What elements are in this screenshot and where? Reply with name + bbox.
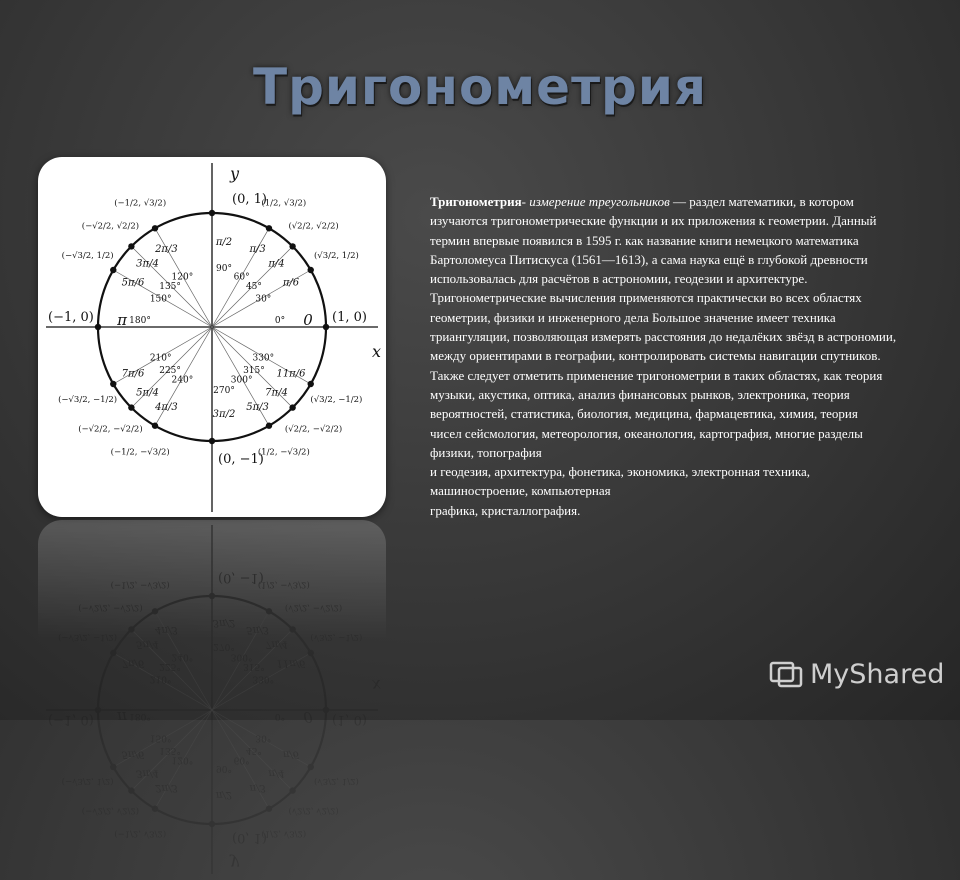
applications-line-1: чисел сейсмология, метеорология, океанология, картография, многие разделы физики, топография — [430, 425, 863, 460]
angle-point — [128, 787, 134, 793]
degree-label: 270° — [213, 386, 235, 396]
y-axis-label: y — [230, 854, 240, 873]
angle-point — [128, 404, 134, 410]
radian-label: 7π/4 — [265, 387, 288, 399]
degree-label: 300° — [230, 375, 253, 386]
myshared-logo-icon — [770, 660, 804, 688]
angle-point — [289, 243, 295, 249]
radian-label: 0 — [303, 311, 313, 329]
coordinate-label: (−√2/2, √2/2) — [81, 221, 140, 232]
angle-point — [266, 608, 272, 614]
coordinate-label: (√3/2, 1/2) — [313, 775, 359, 786]
degree-label: 90° — [216, 763, 232, 773]
radian-label: 5π/3 — [246, 624, 269, 636]
radian-label: π/6 — [282, 748, 300, 760]
degree-label: 45° — [245, 744, 262, 755]
degree-label: 315° — [243, 661, 265, 672]
degree-label: 210° — [149, 353, 172, 364]
radian-label: 5π/4 — [136, 387, 159, 399]
radian-label: 7π/6 — [121, 657, 145, 669]
degree-label: 0° — [274, 316, 286, 326]
diagram-reflection — [38, 520, 386, 873]
degree-label: 30° — [255, 732, 272, 743]
degree-label: 150° — [149, 732, 172, 743]
angle-point — [266, 225, 272, 231]
degree-label: 300° — [230, 651, 253, 662]
coordinate-label: (−√2/2, −√2/2) — [78, 602, 143, 613]
radian-label: 3π/4 — [136, 767, 159, 779]
coordinate-label: (√3/2, −1/2) — [310, 394, 363, 405]
degree-label: 135° — [159, 744, 181, 755]
paragraph-applications: Тригонометрические вычисления применяются практически во всех областях геометрии, физики и инженерного дела Большое значение имеет техника триангуляции, позволяющая измерять расстояния до недалёких звёзд в астрономии, между ориентирами в географии, контролировать системы навигации спутников. Также следует отметить применение тригонометрии в таких областях, как теория музыки, акустика, оптика, анализ финансовых рынков, электроника, теория вероятностей, статистика, биология, медицина, фармацевтика, химия, теория — [430, 290, 897, 422]
degree-label: 30° — [255, 294, 272, 305]
degree-label: 90° — [216, 264, 232, 274]
angle-point — [308, 764, 314, 770]
angle-point — [110, 267, 116, 273]
degree-label: 45° — [245, 282, 262, 293]
coordinate-label: (−√2/2, −√2/2) — [78, 424, 143, 435]
angle-point — [323, 324, 329, 330]
radian-label: π/2 — [215, 237, 233, 248]
angle-point — [110, 650, 116, 656]
radian-label: 5π/3 — [246, 401, 269, 413]
angle-point — [308, 381, 314, 387]
angle-point — [95, 707, 101, 713]
radian-label: π/2 — [215, 789, 233, 800]
coordinate-label: (1/2, √3/2) — [261, 198, 307, 209]
degree-label: 135° — [159, 282, 181, 293]
point-left: (−1, 0) — [48, 310, 94, 325]
coordinate-label: (−1/2, −√3/2) — [110, 579, 170, 590]
point-left: (−1, 0) — [48, 712, 94, 727]
coordinate-label: (−1/2, √3/2) — [114, 828, 167, 839]
term-word: Тригонометрия — [430, 194, 522, 209]
angle-point — [95, 324, 101, 330]
radian-label: π/4 — [268, 767, 285, 779]
point-top: (0, 1) — [232, 192, 267, 207]
point-bottom: (0, −1) — [218, 570, 264, 585]
coordinate-label: (√3/2, −1/2) — [310, 632, 363, 643]
coordinate-label: (−√3/2, −1/2) — [58, 632, 118, 643]
degree-label: 60° — [233, 754, 250, 765]
point-top: (0, 1) — [232, 830, 267, 845]
angle-point — [266, 423, 272, 429]
radian-label: 2π/3 — [155, 781, 178, 793]
radian-label: π/3 — [249, 244, 266, 256]
radian-label: 5π/4 — [136, 638, 159, 650]
angle-point — [209, 210, 215, 216]
coordinate-label: (√2/2, √2/2) — [288, 221, 339, 232]
degree-label: 330° — [252, 673, 275, 684]
coordinate-label: (−√3/2, −1/2) — [58, 394, 118, 405]
radian-label: π/3 — [249, 781, 266, 793]
degree-label: 150° — [149, 294, 172, 305]
radian-label: 7π/6 — [121, 368, 145, 380]
radian-label: 5π/6 — [121, 277, 145, 289]
angle-point — [289, 626, 295, 632]
angle-point — [209, 593, 215, 599]
term-dash: - — [521, 194, 530, 209]
angle-point — [209, 438, 215, 444]
y-axis-label: y — [230, 164, 240, 183]
coordinate-label: (√2/2, −√2/2) — [284, 602, 343, 613]
radian-label: 3π/4 — [136, 258, 159, 270]
coordinate-label: (1/2, −√3/2) — [257, 447, 310, 458]
degree-label: 330° — [252, 353, 275, 364]
angle-point — [152, 806, 158, 812]
angle-point — [152, 608, 158, 614]
coordinate-label: (−√2/2, √2/2) — [81, 805, 140, 816]
applications-line-3: графика, кристаллография. — [430, 502, 581, 518]
radian-label: 5π/6 — [121, 748, 145, 760]
degree-label: 0° — [274, 711, 286, 721]
coordinate-label: (√2/2, −√2/2) — [284, 424, 343, 435]
degree-label: 270° — [213, 641, 235, 651]
angle-point — [209, 821, 215, 827]
point-right: (1, 0) — [332, 712, 367, 727]
radian-label: 2π/3 — [155, 244, 178, 256]
term-gloss: измерение треугольников — [529, 194, 670, 209]
radian-label: 3π/2 — [212, 409, 236, 420]
angle-point — [289, 787, 295, 793]
unit-circle-svg — [38, 157, 386, 517]
radian-label: π/6 — [282, 277, 300, 289]
degree-label: 225° — [159, 365, 181, 376]
x-axis-label: x — [372, 342, 382, 361]
point-right: (1, 0) — [332, 310, 367, 325]
angle-point — [308, 267, 314, 273]
coordinate-label: (−√3/2, 1/2) — [61, 251, 114, 262]
angle-point — [110, 381, 116, 387]
degree-label: 60° — [233, 272, 250, 283]
reflection-svg — [38, 520, 386, 880]
degree-label: 120° — [171, 272, 194, 283]
watermark — [770, 658, 944, 690]
radian-label: 4π/3 — [155, 624, 178, 636]
radian-label: π — [117, 708, 127, 726]
coordinate-label: (−√3/2, 1/2) — [61, 775, 114, 786]
angle-point — [289, 404, 295, 410]
radian-label: 4π/3 — [155, 401, 178, 413]
coordinate-label: (−1/2, √3/2) — [114, 198, 167, 209]
radian-label: 11π/6 — [276, 368, 306, 380]
point-bottom: (0, −1) — [218, 452, 264, 467]
angle-point — [152, 225, 158, 231]
applications-line-2: и геодезия, архитектура, фонетика, экономика, электронная техника, машиностроение, компьютерная — [430, 464, 811, 499]
coordinate-label: (1/2, −√3/2) — [257, 579, 310, 590]
slide-title: Тригонометрия — [253, 58, 707, 116]
degree-label: 315° — [243, 365, 265, 376]
radian-label: π/4 — [268, 258, 285, 270]
degree-label: 180° — [129, 711, 151, 721]
angle-point — [128, 243, 134, 249]
radian-label: 11π/6 — [276, 657, 306, 669]
unit-circle-diagram — [38, 157, 386, 517]
paragraph-definition — [430, 192, 900, 288]
radian-label: π — [117, 311, 127, 329]
degree-label: 225° — [159, 661, 181, 672]
coordinate-label: (√3/2, 1/2) — [313, 251, 359, 262]
coordinate-label: (√2/2, √2/2) — [288, 805, 339, 816]
watermark-text: MyShared — [810, 658, 945, 690]
degree-label: 120° — [171, 754, 194, 765]
coordinate-label: (1/2, √3/2) — [261, 828, 307, 839]
degree-label: 210° — [149, 673, 172, 684]
degree-label: 240° — [171, 375, 194, 386]
angle-point — [128, 626, 134, 632]
angle-point — [152, 423, 158, 429]
x-axis-label: x — [372, 676, 382, 695]
angle-point — [110, 764, 116, 770]
radian-label: 3π/2 — [212, 617, 236, 628]
radian-label: 7π/4 — [265, 638, 288, 650]
description-text — [430, 192, 900, 520]
angle-point — [308, 650, 314, 656]
angle-point — [323, 707, 329, 713]
degree-label: 180° — [129, 316, 151, 326]
radian-label: 0 — [303, 708, 313, 726]
definition-rest: — раздел математики, в котором изучаются тригонометрические функции и их приложения к геометрии. Данный термин впервые появился в 1595 г. как название книги немецкого математика Бартоломеуса Питискуса (1561—1613), а сама наука ещё в глубокой древности использовалась для расчётов в астрономии, геодезии и архитектуре. — [430, 194, 877, 287]
coordinate-label: (−1/2, −√3/2) — [110, 447, 170, 458]
degree-label: 240° — [171, 651, 194, 662]
angle-point — [266, 806, 272, 812]
